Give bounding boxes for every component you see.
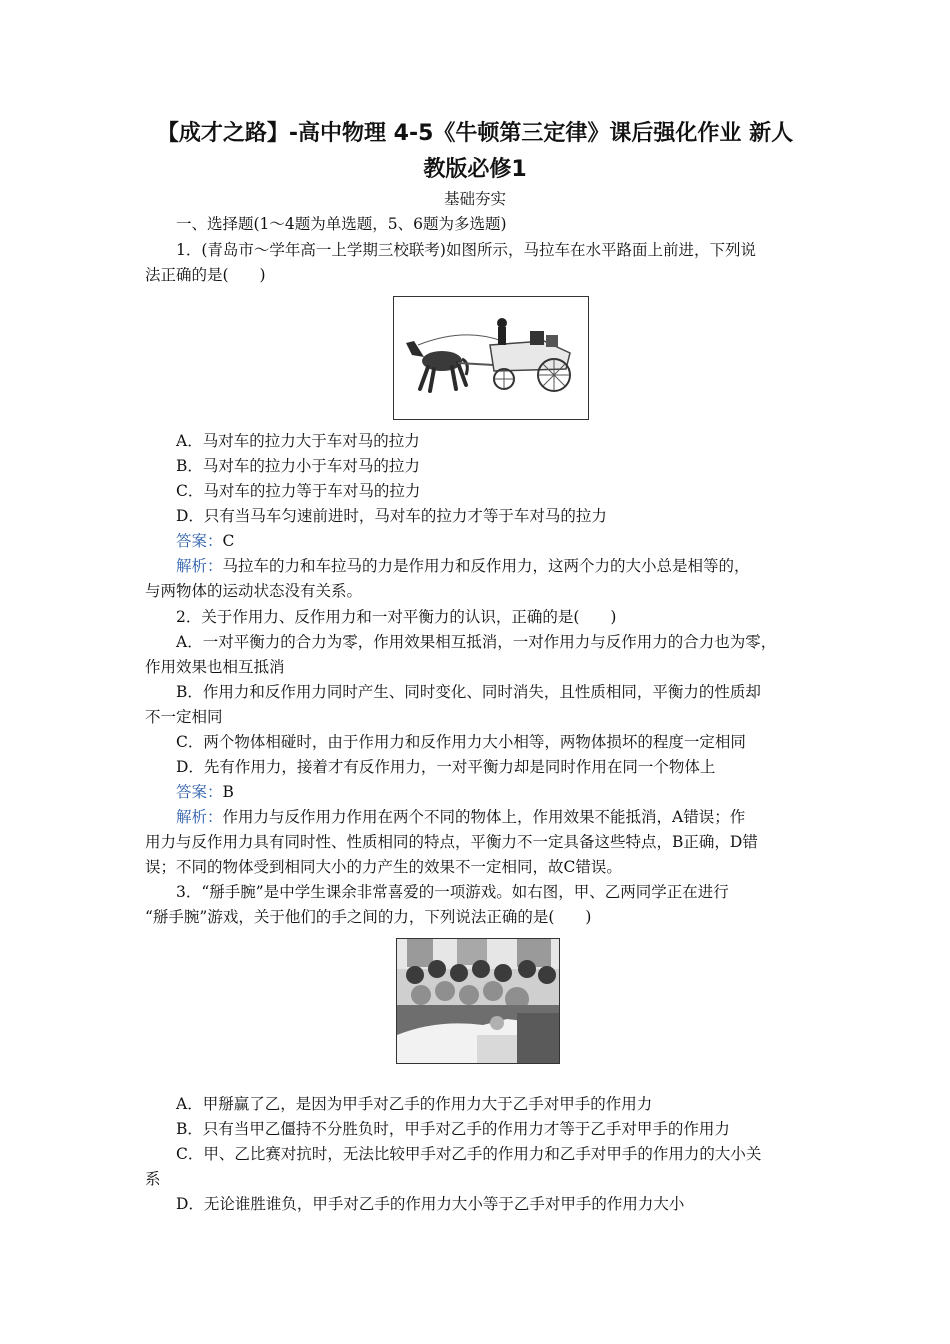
question-3-option-d: D．无论谁胜谁负，甲手对乙手的作用力大小等于乙手对甲手的作用力大小: [176, 1195, 685, 1213]
question-2-option-b-line-2: 不一定相同: [145, 708, 223, 726]
analysis-text: 马拉车的力和车拉马的力是作用力和反作用力，这两个力的大小总是相等的，: [222, 557, 750, 575]
question-2-stem: 2．关于作用力、反作用力和一对平衡力的认识，正确的是( ): [176, 608, 617, 626]
answer-value: B: [222, 783, 234, 801]
analysis-text: 作用力与反作用力作用在两个不同的物体上，作用效果不能抵消，A错误；作: [222, 808, 746, 826]
document-title-line-2: 教版必修1: [423, 157, 527, 182]
shaft-shape: [458, 363, 494, 365]
question-1-option-d: D．只有当马车匀速前进时，马对车的拉力才等于车对马的拉力: [176, 507, 607, 525]
arm-wrestling-illustration: [397, 939, 559, 1063]
clasped-hands-shape: [490, 1016, 504, 1030]
question-2-option-a-line-1: A．一对平衡力的合力为零，作用效果相互抵消，一对作用力与反作用力的合力也为零，: [176, 633, 777, 651]
answer-label: 答案：: [176, 532, 223, 550]
analysis-label: 解析：: [176, 808, 223, 826]
reins-shape: [418, 335, 502, 345]
driver-shape: [498, 327, 506, 345]
desk-shape: [477, 1035, 517, 1063]
question-3-stem-line-1: 3．“掰手腕”是中学生课余非常喜爱的一项游戏。如右图，甲、乙两同学正在进行: [176, 883, 729, 901]
section-heading: 基础夯实: [443, 190, 506, 208]
question-1-stem-line-1: 1．(青岛市～学年高一上学期三校联考)如图所示，马拉车在水平路面上前进，下列说: [176, 241, 756, 259]
analysis-label: 解析：: [176, 557, 223, 575]
question-2-analysis-line-3: 误；不同的物体受到相同大小的力产生的效果不一定相同，故C错误。: [145, 858, 622, 876]
question-1-option-a: A．马对车的拉力大于车对马的拉力: [176, 432, 420, 450]
question-1-option-b: B．马对车的拉力小于车对马的拉力: [176, 457, 420, 475]
question-2-answer: [176, 781, 234, 803]
question-2-option-c: C．两个物体相碰时，由于作用力和反作用力大小相等，两物体损坏的程度一定相同: [176, 733, 746, 751]
part-heading: 一、选择题(1～4题为单选题，5、6题为多选题): [176, 215, 507, 233]
right-student-shape: [517, 1013, 559, 1063]
question-1-option-c: C．马对车的拉力等于车对马的拉力: [176, 482, 421, 500]
passenger-shape-2: [546, 335, 558, 347]
question-3-option-c-line-2: 系: [145, 1170, 161, 1188]
passenger-shape: [530, 331, 544, 345]
answer-value: C: [222, 532, 235, 550]
window-shape: [407, 939, 433, 967]
question-2-option-d: D．先有作用力，接着才有反作用力，一对平衡力却是同时作用在同一个物体上: [176, 758, 716, 776]
question-1-analysis-line-1: [176, 555, 750, 577]
question-3-stem-line-2: “掰手腕”游戏，关于他们的手之间的力，下列说法正确的是( ): [145, 908, 592, 926]
question-1-analysis-line-2: 与两物体的运动状态没有关系。: [145, 582, 363, 600]
question-2-option-a-line-2: 作用效果也相互抵消: [145, 658, 285, 676]
horse-carriage-illustration: [394, 297, 588, 419]
question-2-analysis-line-1: [176, 806, 745, 828]
question-1-stem-line-2: 法正确的是( ): [145, 266, 266, 284]
question-1-answer: [176, 530, 234, 552]
question-2-analysis-line-2: 用力与反作用力具有同时性、性质相同的特点，平衡力不一定具备这些特点，B正确，D错: [145, 833, 758, 851]
horse-carriage-figure: [393, 296, 589, 420]
arm-wrestling-photo: [396, 938, 560, 1064]
answer-label: 答案：: [176, 783, 223, 801]
question-3-option-a: A．甲掰赢了乙，是因为甲手对乙手的作用力大于乙手对甲手的作用力: [176, 1095, 653, 1113]
driver-head-shape: [497, 318, 507, 328]
question-3-option-c-line-1: C．甲、乙比赛对抗时，无法比较甲手对乙手的作用力和乙手对甲手的作用力的大小关: [176, 1145, 762, 1163]
question-2-option-b-line-1: B．作用力和反作用力同时产生、同时变化、同时消失，且性质相同，平衡力的性质却: [176, 683, 761, 701]
question-3-option-b: B．只有当甲乙僵持不分胜负时，甲手对乙手的作用力才等于乙手对甲手的作用力: [176, 1120, 730, 1138]
document-title-line-1: 【成才之路】-高中物理 4-5《牛顿第三定律》课后强化作业 新人: [156, 121, 794, 146]
